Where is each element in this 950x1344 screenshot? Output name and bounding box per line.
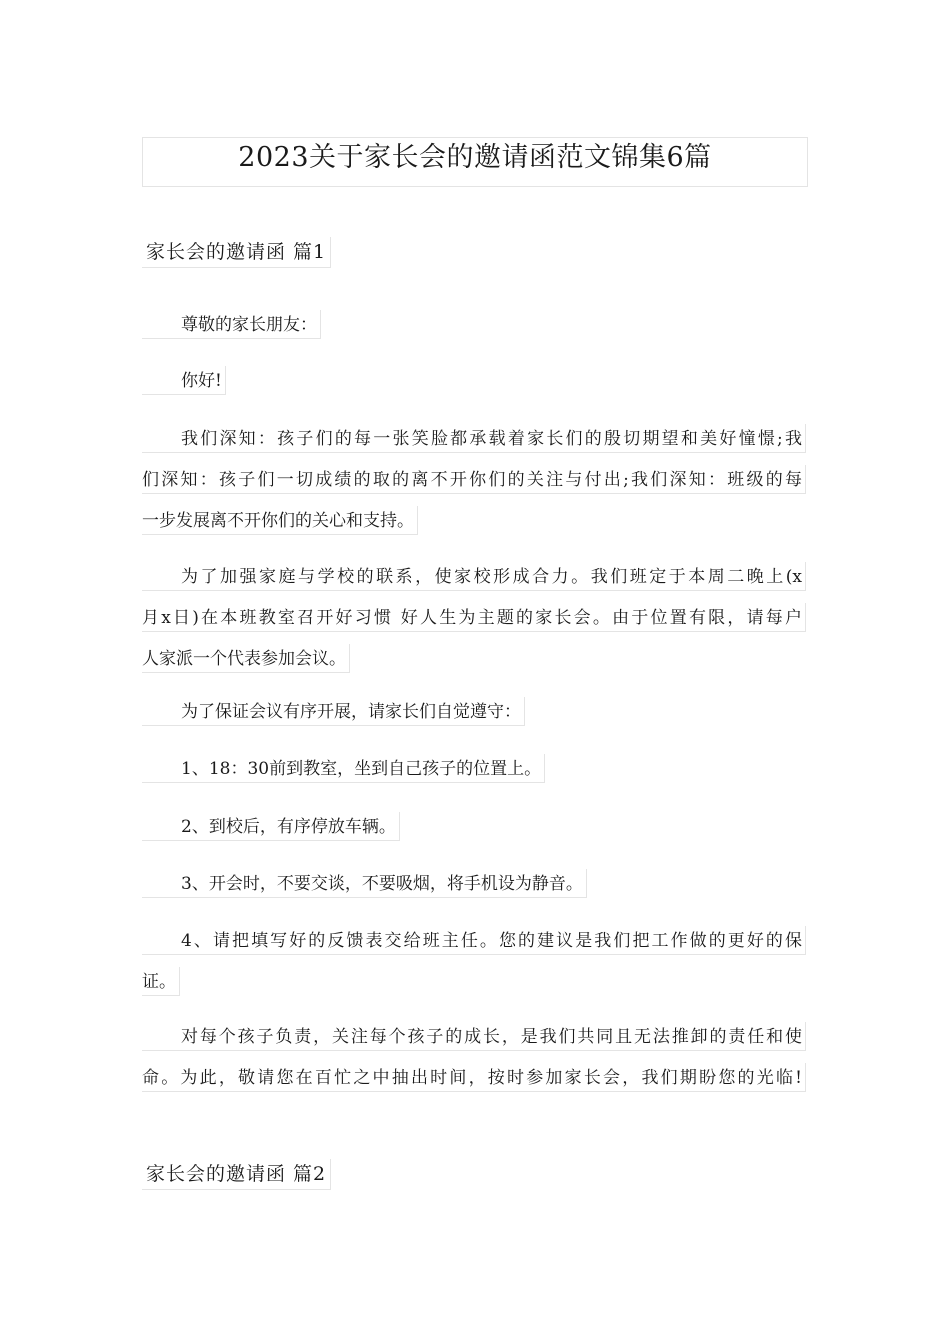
paragraph-1 <box>142 424 806 549</box>
section-heading-1: 家长会的邀请函 篇1 <box>142 237 331 268</box>
paragraph-3-text: 为了保证会议有序开展，请家长们自觉遵守： <box>142 697 525 726</box>
rule-4-line-2: 证。 <box>142 967 180 996</box>
section-heading-2: 家长会的邀请函 篇2 <box>142 1159 331 1190</box>
rule-4 <box>142 926 806 1010</box>
closing-line-1: 对每个孩子负责，关注每个孩子的成长，是我们共同且无法推卸的责任和使 <box>142 1022 806 1051</box>
hello-paragraph <box>142 366 226 409</box>
closing-line-2: 命。为此，敬请您在百忙之中抽出时间，按时参加家长会，我们期盼您的光临! <box>142 1063 806 1092</box>
paragraph-1-line-2: 们深知：孩子们一切成绩的取的离不开你们的关注与付出;我们深知：班级的每 <box>142 465 806 494</box>
paragraph-3 <box>142 697 525 740</box>
rule-2-text: 2、到校后，有序停放车辆。 <box>142 812 400 841</box>
paragraph-1-line-1: 我们深知：孩子们的每一张笑脸都承载着家长们的殷切期望和美好憧憬;我 <box>142 424 806 453</box>
rule-3-text: 3、开会时，不要交谈，不要吸烟，将手机设为静音。 <box>142 869 587 898</box>
document-title: 2023关于家长会的邀请函范文锦集6篇 <box>142 137 808 187</box>
rule-3 <box>142 869 587 912</box>
greeting-text: 尊敬的家长朋友： <box>142 310 321 339</box>
paragraph-2 <box>142 562 806 687</box>
rule-1 <box>142 754 545 797</box>
paragraph-2-line-3: 人家派一个代表参加会议。 <box>142 644 350 673</box>
rule-2 <box>142 812 400 855</box>
rule-4-line-1: 4、请把填写好的反馈表交给班主任。您的建议是我们把工作做的更好的保 <box>142 926 806 955</box>
rule-1-text: 1、18：30前到教室，坐到自己孩子的位置上。 <box>142 754 545 783</box>
paragraph-2-line-1: 为了加强家庭与学校的联系，使家校形成合力。我们班定于本周二晚上(x <box>142 562 806 591</box>
hello-text: 你好! <box>142 366 226 395</box>
paragraph-2-line-2: 月x日)在本班教室召开好习惯 好人生为主题的家长会。由于位置有限，请每户 <box>142 603 806 632</box>
greeting-paragraph <box>142 310 321 353</box>
closing-paragraph <box>142 1022 806 1106</box>
paragraph-1-line-3: 一步发展离不开你们的关心和支持。 <box>142 506 418 535</box>
